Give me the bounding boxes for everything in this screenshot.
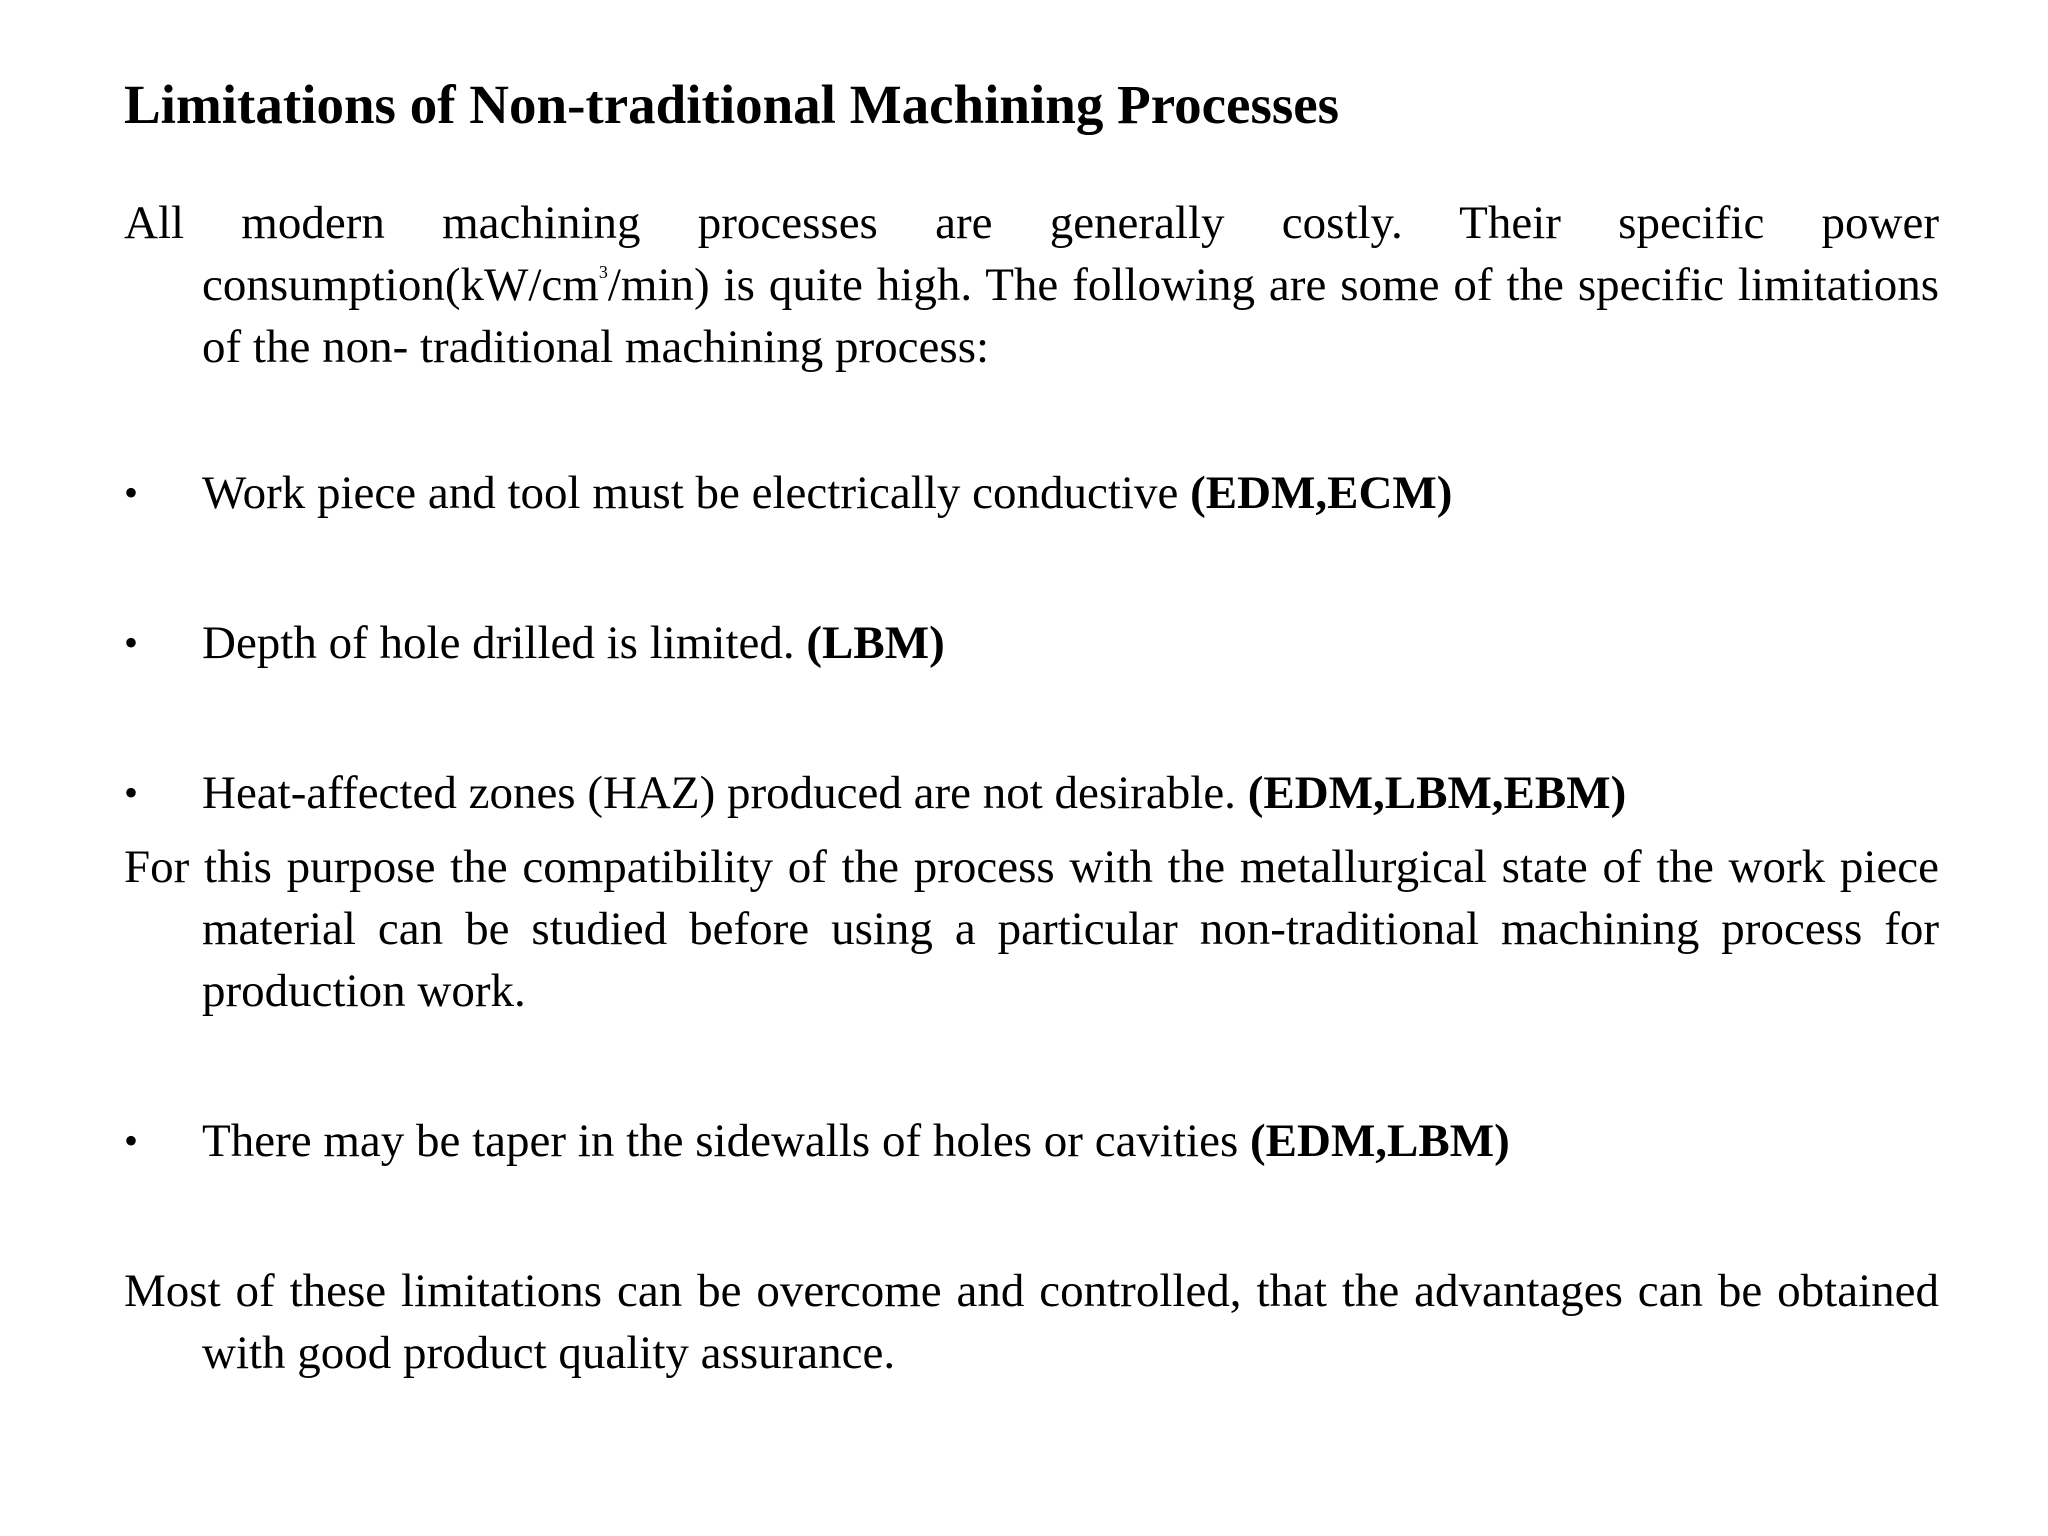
bullet-icon: • — [124, 620, 139, 665]
intro-text-part2: /min) is quite high. The following are some of the specific limitations of the non- traditional machining process: — [202, 259, 1939, 373]
bullet-icon: • — [124, 770, 139, 815]
bullet-icon: • — [124, 1118, 139, 1163]
bullet-process-tag: (EDM,LBM,EBM) — [1247, 767, 1627, 819]
bullet-icon: • — [124, 470, 139, 515]
intro-paragraph — [124, 192, 1939, 378]
page-title: Limitations of Non-traditional Machining Processes — [124, 74, 1340, 135]
bullet-text: Depth of hole drilled is limited. — [202, 617, 807, 669]
intro-text-part1: All modern machining processes are generally costly. Their specific power consumption(kW/cm — [124, 197, 1939, 311]
intro-superscript: 3 — [598, 262, 608, 282]
conclusion-paragraph: Most of these limitations can be overcome and controlled, that the advantages can be obtained with good product quality assurance. — [124, 1265, 1939, 1379]
bullet-item-conductive — [124, 462, 1939, 524]
bullet-process-tag: (EDM,ECM) — [1190, 467, 1453, 519]
bullet-text: Heat-affected zones (HAZ) produced are not desirable. — [202, 767, 1248, 819]
bullet-item-taper — [124, 1110, 1939, 1172]
bullet-text: Work piece and tool must be electrically conductive — [202, 467, 1191, 519]
bullet-item-haz — [124, 762, 1939, 824]
haz-note-paragraph: For this purpose the compatibility of the process with the metallurgical state of the work piece material can be studied before using a particular non-traditional machining process for production work. — [124, 841, 1939, 1017]
bullet-process-tag: (EDM,LBM) — [1250, 1115, 1510, 1167]
bullet-text: There may be taper in the sidewalls of holes or cavities — [202, 1115, 1250, 1167]
bullet-process-tag: (LBM) — [806, 617, 945, 669]
bullet-item-hole-depth — [124, 612, 1939, 674]
